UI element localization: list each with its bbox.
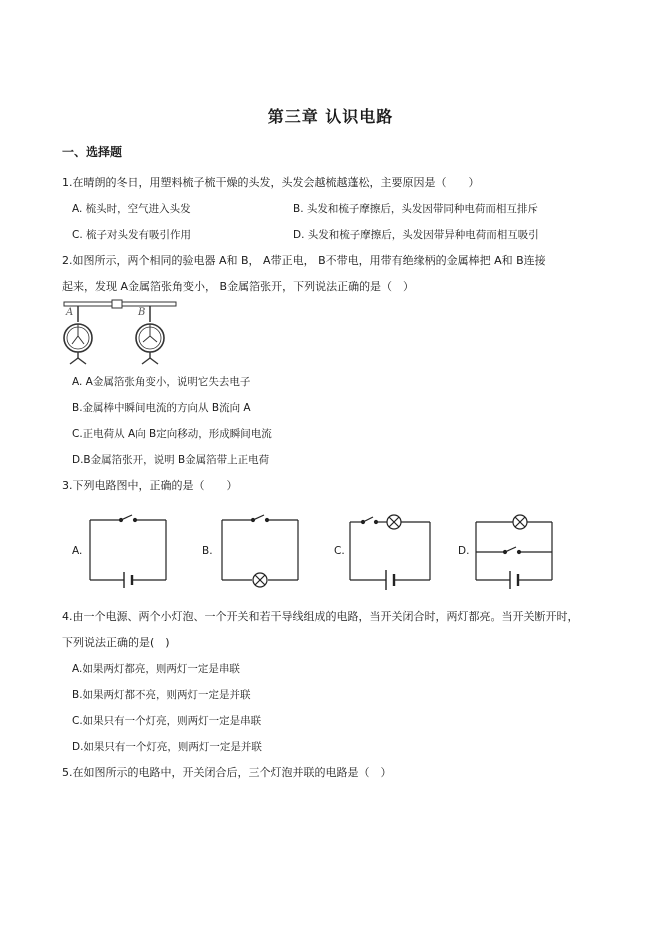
- circuit-b-label: B.: [202, 545, 213, 557]
- electroscope-label-a: A: [66, 307, 74, 318]
- question-3-stem: 3.下列电路图中，正确的是（ ）: [62, 479, 238, 492]
- question-4-option-d: D.如果只有一个灯亮，则两灯一定是并联: [72, 741, 262, 753]
- question-1-option-b: B. 头发和梳子摩擦后，头发因带同种电荷而相互排斥: [293, 203, 538, 215]
- electroscope-figure: [62, 300, 182, 370]
- question-2-option-d: D.B金属箔张开，说明 B金属箔带上正电荷: [72, 454, 270, 466]
- circuit-diagram-a: [90, 514, 170, 586]
- question-1-option-d: D. 头发和梳子摩擦后，头发因带异种电荷而相互吸引: [293, 229, 539, 241]
- electroscope-label-b: B: [138, 307, 146, 318]
- question-4-stem-line-2: 下列说法正确的是( ): [62, 636, 170, 649]
- question-2-option-a: A. A金属箔张角变小，说明它失去电子: [72, 376, 251, 388]
- circuit-d-label: D.: [458, 545, 470, 557]
- question-1-stem: 1.在晴朗的冬日，用塑料梳子梳干燥的头发，头发会越梳越蓬松，主要原因是（ ）: [62, 176, 480, 189]
- question-2-option-c: C.正电荷从 A向 B定向移动，形成瞬间电流: [72, 428, 272, 440]
- question-4-option-c: C.如果只有一个灯亮，则两灯一定是串联: [72, 715, 262, 727]
- page-title: 第三章 认识电路: [267, 107, 394, 126]
- question-1-option-c: C. 梳子对头发有吸引作用: [72, 229, 192, 241]
- circuit-diagram-b: [222, 514, 302, 586]
- question-2-option-b: B.金属棒中瞬间电流的方向从 B流向 A: [72, 402, 251, 414]
- circuit-a-label: A.: [72, 545, 83, 557]
- circuit-diagram-c: [350, 510, 435, 590]
- question-1-option-a: A. 梳头时，空气进入头发: [72, 203, 191, 215]
- question-4-stem-line-1: 4.由一个电源、两个小灯泡、一个开关和若干导线组成的电路，当开关闭合时，两灯都亮。当开关断开时，: [62, 610, 579, 623]
- section-heading: 一、选择题: [62, 145, 123, 159]
- circuit-diagram-d: [476, 510, 556, 590]
- circuit-c-label: C.: [334, 545, 345, 557]
- question-2-stem-line-1: 2.如图所示，两个相同的验电器 A和 B， A带正电， B不带电，用带有绝缘柄的金属棒把 A和 B连接: [62, 254, 546, 267]
- question-2-stem-line-2: 起来，发现 A金属箔张角变小， B金属箔张开，下列说法正确的是（ ）: [62, 280, 415, 293]
- question-4-option-a: A.如果两灯都亮，则两灯一定是串联: [72, 663, 240, 675]
- question-4-option-b: B.如果两灯都不亮，则两灯一定是并联: [72, 689, 251, 701]
- question-5-stem: 5.在如图所示的电路中，开关闭合后，三个灯泡并联的电路是（ ）: [62, 766, 392, 779]
